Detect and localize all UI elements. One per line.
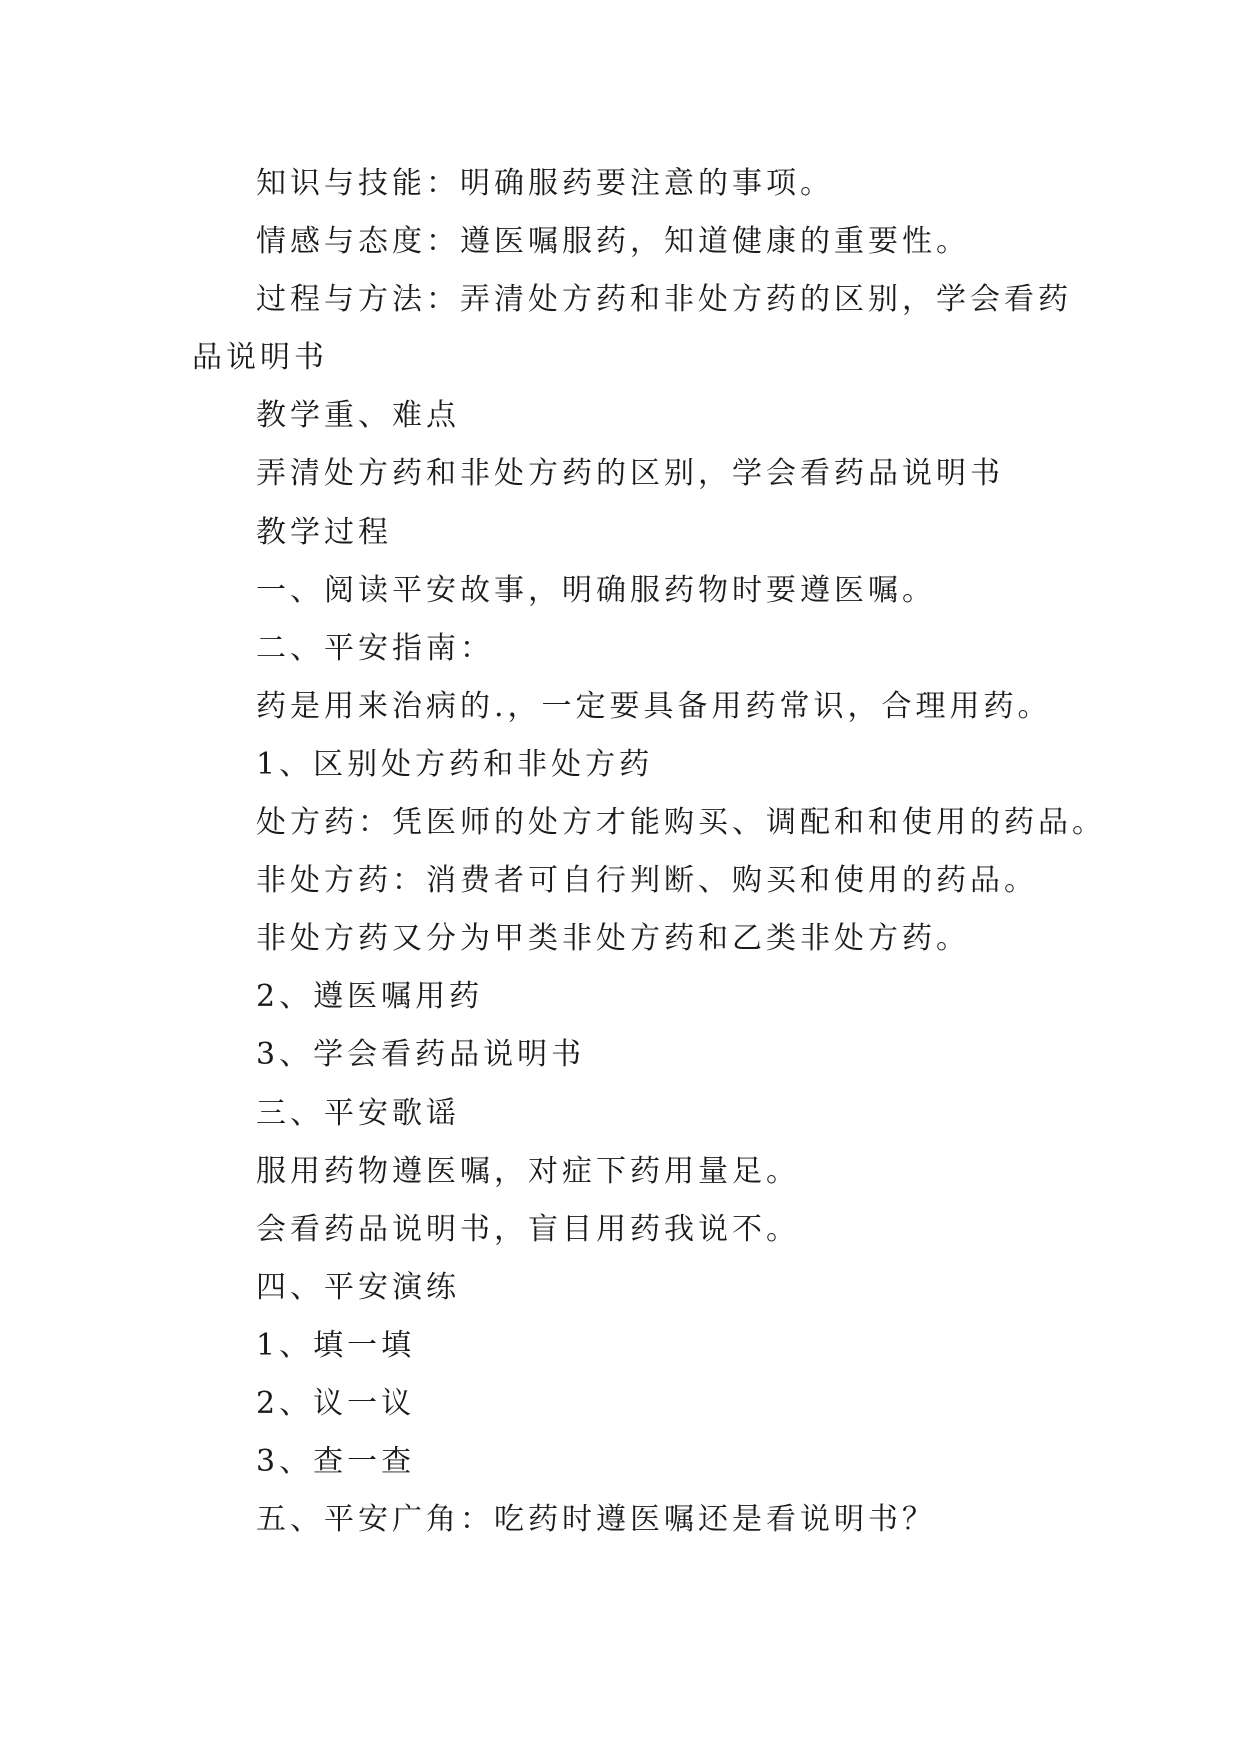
section-2-item-1: 1、区别处方药和非处方药: [256, 746, 654, 782]
teaching-process-heading: 教学过程: [256, 514, 392, 550]
document-body: [192, 155, 1106, 1549]
rhyme-line-2: 会看药品说明书，盲目用药我说不。: [256, 1211, 800, 1247]
section-4-heading: 四、平安演练: [256, 1269, 460, 1305]
section-5-heading: 五、平安广角：吃药时遵医嘱还是看说明书？: [256, 1502, 936, 1538]
section-2-intro: 药是用来治病的.，一定要具备用药常识，合理用药。: [256, 688, 1052, 724]
section-2-item-2: 2、遵医嘱用药: [256, 979, 484, 1015]
section-2-item-3: 3、学会看药品说明书: [256, 1037, 586, 1073]
rhyme-line-1: 服用药物遵医嘱，对症下药用量足。: [256, 1153, 800, 1189]
practice-item-2: 2、议一议: [256, 1385, 416, 1421]
otc-definition: 非处方药：消费者可自行判断、购买和使用的药品。: [256, 863, 1038, 899]
section-3-heading: 三、平安歌谣: [256, 1095, 460, 1131]
section-2-heading: 二、平安指南：: [256, 630, 494, 666]
prescription-definition: 处方药：凭医师的处方才能购买、调配和和使用的药品。: [256, 805, 1106, 841]
otc-classification: 非处方药又分为甲类非处方药和乙类非处方药。: [256, 921, 970, 957]
objective-knowledge-line: 知识与技能：明确服药要注意的事项。: [256, 166, 834, 201]
key-points-text: 弄清处方药和非处方药的区别，学会看药品说明书: [256, 456, 1004, 492]
objective-process-continuation: 品说明书: [192, 340, 328, 376]
practice-item-3: 3、查一查: [256, 1444, 416, 1480]
section-1-heading: 一、阅读平安故事，明确服药物时要遵医嘱。: [256, 572, 936, 608]
objective-attitude-line: 情感与态度：遵医嘱服药，知道健康的重要性。: [256, 224, 970, 260]
objective-process-line: 过程与方法：弄清处方药和非处方药的区别，学会看药: [256, 282, 1072, 318]
practice-item-1: 1、填一填: [256, 1327, 416, 1363]
key-points-heading: 教学重、难点: [256, 398, 460, 434]
